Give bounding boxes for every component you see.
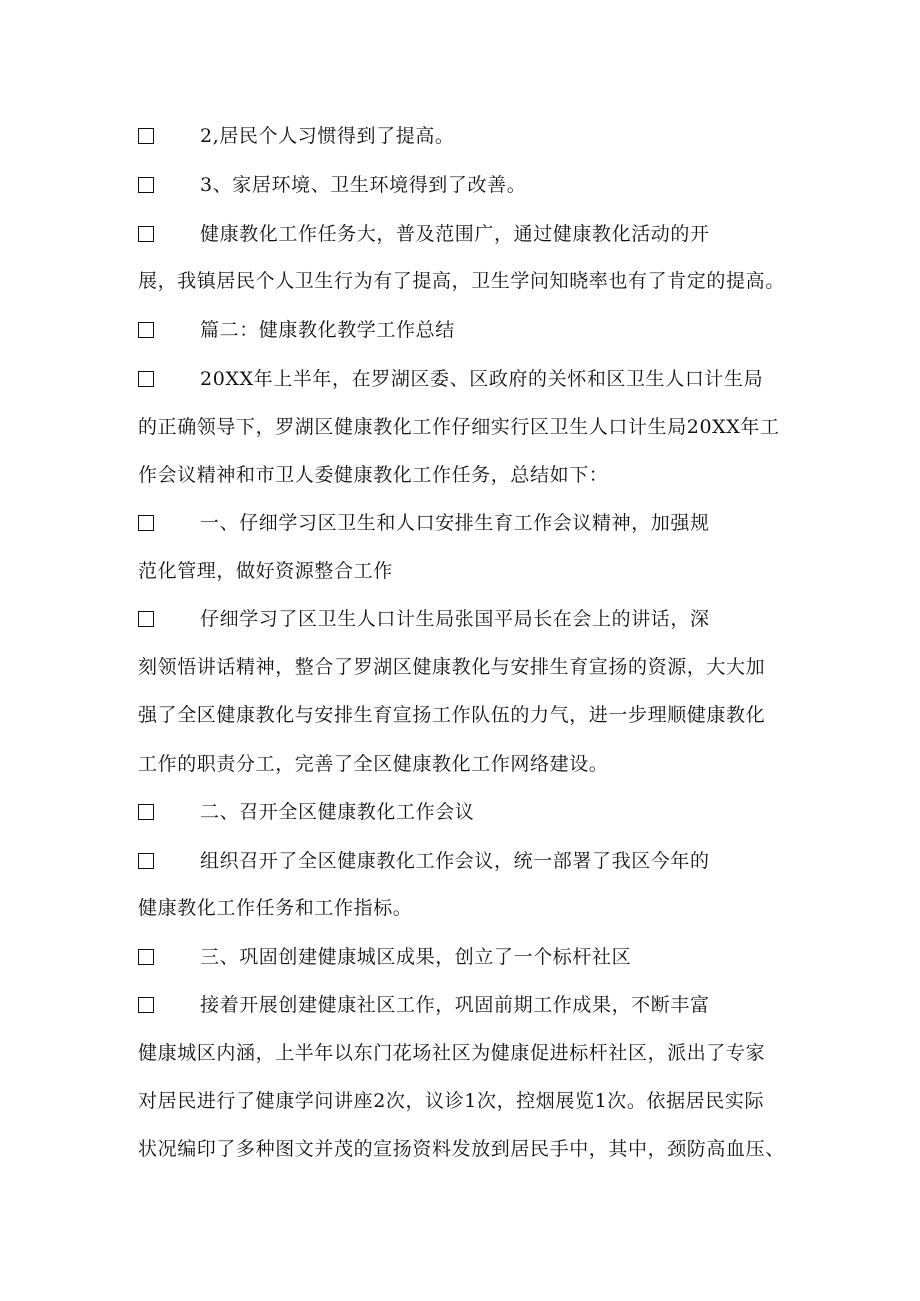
text-line: 状况编印了多种图文并茂的宣扬资料发放到居民手中，其中，颈防高血压、 <box>138 1138 785 1160</box>
section-heading: 篇二：健康教化教学工作总结 <box>200 319 455 341</box>
section-heading: 三、巩固创建健康城区成果，创立了一个标杆社区 <box>200 946 632 968</box>
text-line: 仔细学习了区卫生人口计生局张国平局长在会上的讲话，深 <box>200 608 710 630</box>
checkbox-icon <box>138 949 154 965</box>
checkbox-icon <box>138 804 154 820</box>
text-line: 展，我镇居民个人卫生行为有了提高，卫生学问知晓率也有了肯定的提高。 <box>138 270 785 292</box>
section-heading: 二、召开全区健康教化工作会议 <box>200 801 475 823</box>
checkbox-icon <box>138 226 154 242</box>
section-heading: 范化管理，做好资源整合工作 <box>138 560 393 582</box>
text-line: 刻领悟讲话精神，整合了罗湖区健康教化与安排生育宣扬的资源，大大加 <box>138 656 766 678</box>
text-line: 健康城区内涵，上半年以东门花场社区为健康促进标杆社区，派出了专家 <box>138 1042 766 1064</box>
checkbox-icon <box>138 997 154 1013</box>
checkbox-icon <box>138 128 154 144</box>
checkbox-icon <box>138 853 154 869</box>
text-line: 接着开展创建健康社区工作，巩固前期工作成果，不断丰富 <box>200 994 710 1016</box>
text-line: 强了全区健康教化与安排生育宣扬工作队伍的力气，进一步理顺健康教化 <box>138 704 766 726</box>
text-line: 的正确领导下，罗湖区健康教化工作仔细实行区卫生人口计生局20XX年工 <box>138 416 780 438</box>
text-line: 作会议精神和市卫人委健康教化工作任务，总结如下： <box>138 464 609 486</box>
text-line: 健康教化工作任务和工作指标。 <box>138 897 413 919</box>
text-line: 工作的职责分工，完善了全区健康教化工作网络建设。 <box>138 753 609 775</box>
text-line: 2,居民个人习惯得到了提高。 <box>200 125 455 147</box>
checkbox-icon <box>138 322 154 338</box>
text-line: 组织召开了全区健康教化工作会议，统一部署了我区今年的 <box>200 850 710 872</box>
checkbox-icon <box>138 371 154 387</box>
text-line: 对居民进行了健康学问讲座2次，议诊1次，控烟展览1次。依据居民实际 <box>138 1090 765 1112</box>
checkbox-icon <box>138 177 154 193</box>
checkbox-icon <box>138 611 154 627</box>
section-heading: 一、仔细学习区卫生和人口安排生育工作会议精神，加强规 <box>200 512 710 534</box>
text-line: 20XX年上半年，在罗湖区委、区政府的关怀和区卫生人口计生局 <box>200 368 764 390</box>
text-line: 3、家居环境、卫生环境得到了改善。 <box>200 174 527 196</box>
checkbox-icon <box>138 515 154 531</box>
text-line: 健康教化工作任务大，普及范围广，通过健康教化活动的开 <box>200 223 710 245</box>
